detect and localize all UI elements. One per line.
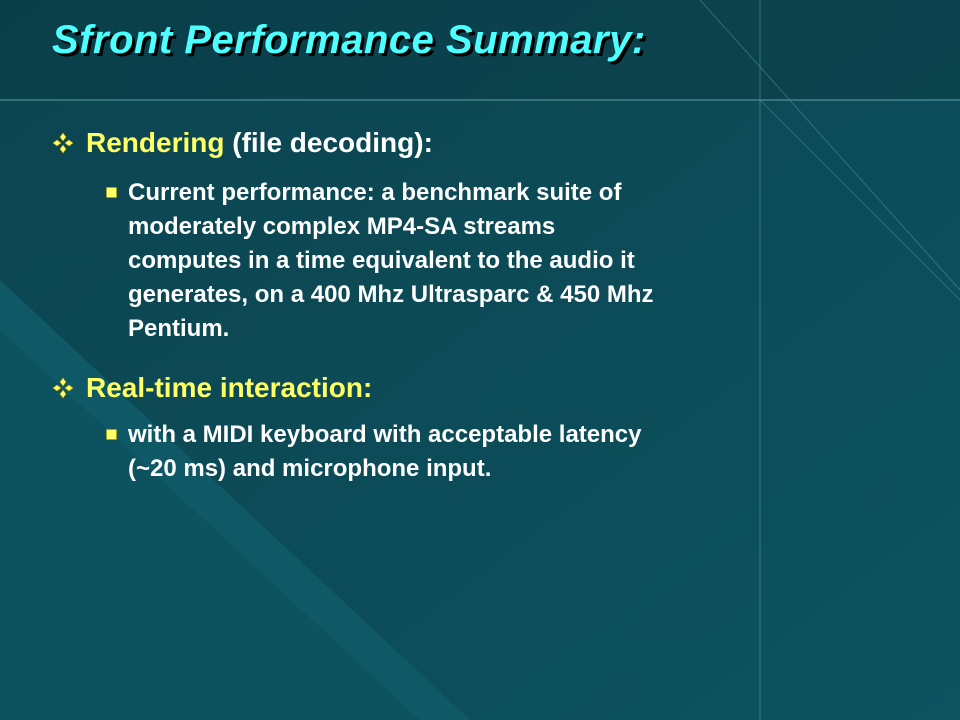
diamond-quad-icon (52, 377, 74, 399)
square-bullet-icon (106, 429, 117, 440)
diamond-quad-icon (52, 132, 74, 154)
heading-rest: (file decoding): (224, 127, 433, 158)
bullet-current-performance (106, 176, 654, 346)
section-rendering (52, 127, 433, 159)
slide-title: Sfront Performance Summary: (52, 18, 646, 62)
section-real-time (52, 372, 372, 404)
square-bullet-icon (106, 187, 117, 198)
section-heading-real-time (86, 372, 372, 404)
bullet-text: with a MIDI keyboard with acceptable latency (~20 ms) and microphone input. (128, 421, 642, 482)
heading-highlight: Real-time interaction: (86, 372, 373, 403)
bullet-midi-keyboard (106, 418, 641, 486)
section-heading-rendering (86, 127, 433, 159)
bullet-text: Current performance: a benchmark suite of moderately complex MP4-SA streams computes in a time equivalent to the audio it generates, on a 400 Mhz Ultrasparc & 450 Mhz Pentium. (128, 179, 654, 342)
heading-highlight: Rendering (86, 127, 225, 158)
